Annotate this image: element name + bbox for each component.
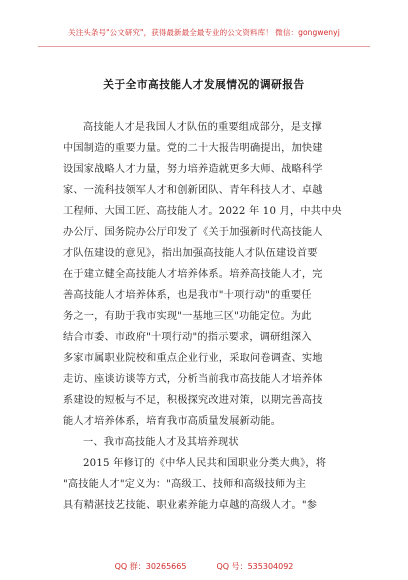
body-line: 务之一，有助于我市实现"一基地三区"功能定位。为此 — [63, 311, 312, 322]
body-line: 办公厅、国务院办公厅印发了《关于加强新时代高技能人 — [63, 227, 323, 238]
body-line: 高技能人才是我国人才队伍的重要组成部分，是支撑 — [83, 122, 322, 133]
section-heading: 一、我市高技能人才及其培养现状 — [83, 437, 239, 448]
body-line: 家、一流科技领军人才和创新团队、青年科技人才、卓越 — [63, 185, 323, 196]
body-line: 结合市委、市政府"十项行动"的指示要求，调研组深入 — [63, 332, 312, 343]
header-divider — [38, 46, 370, 47]
body-line: 设国家战略人才力量，努力培养造就更多大师、战略科学 — [63, 164, 323, 175]
body-line: 2015 年修订的《中华人民共和国职业分类大典》，将 — [83, 458, 327, 469]
footer-contact — [0, 561, 408, 572]
body-line: "高技能人才"定义为："高级工、技师和高级技师为主 — [63, 479, 307, 490]
document-title: 关于全市高技能人才发展情况的调研报告 — [103, 79, 305, 91]
body-line: 工程师、大国工匠、高技能人才。2022 年 10 月，中共中央 — [63, 206, 342, 217]
body-line: 走访、座谈访谈等方式，分析当前我市高技能人才培养体 — [63, 374, 323, 385]
qq-number: QQ 号：535304092 — [216, 562, 294, 571]
body-line: 中国制造的重要力量。党的二十大报告明确提出，加快建 — [63, 143, 323, 154]
body-line: 能人才培养体系，培育我市高质量发展新动能。 — [63, 416, 282, 427]
body-line: 多家市属职业院校和重点企业行业，采取问卷调查、实地 — [63, 353, 323, 364]
body-line: 具有精湛技艺技能、职业素养能力卓越的高级人才。"参 — [63, 500, 318, 511]
body-line: 系建设的短板与不足，积极探究改进对策，以期完善高技 — [63, 395, 323, 406]
document-body — [63, 117, 363, 516]
body-line: 在于建立健全高技能人才培养体系。培养高技能人才，完 — [63, 269, 323, 280]
qq-group-number: QQ 群：30265665 — [114, 562, 187, 571]
body-line: 才队伍建设的意见》，指出加强高技能人才队伍建设首要 — [63, 248, 318, 259]
top-banner: 关注头条号"公文研究"，获得最新最全最专业的公文资料库！ 微信：gongwenyj — [68, 28, 340, 37]
body-line: 善高技能人才培养体系，也是我市"十项行动"的重要任 — [63, 290, 312, 301]
